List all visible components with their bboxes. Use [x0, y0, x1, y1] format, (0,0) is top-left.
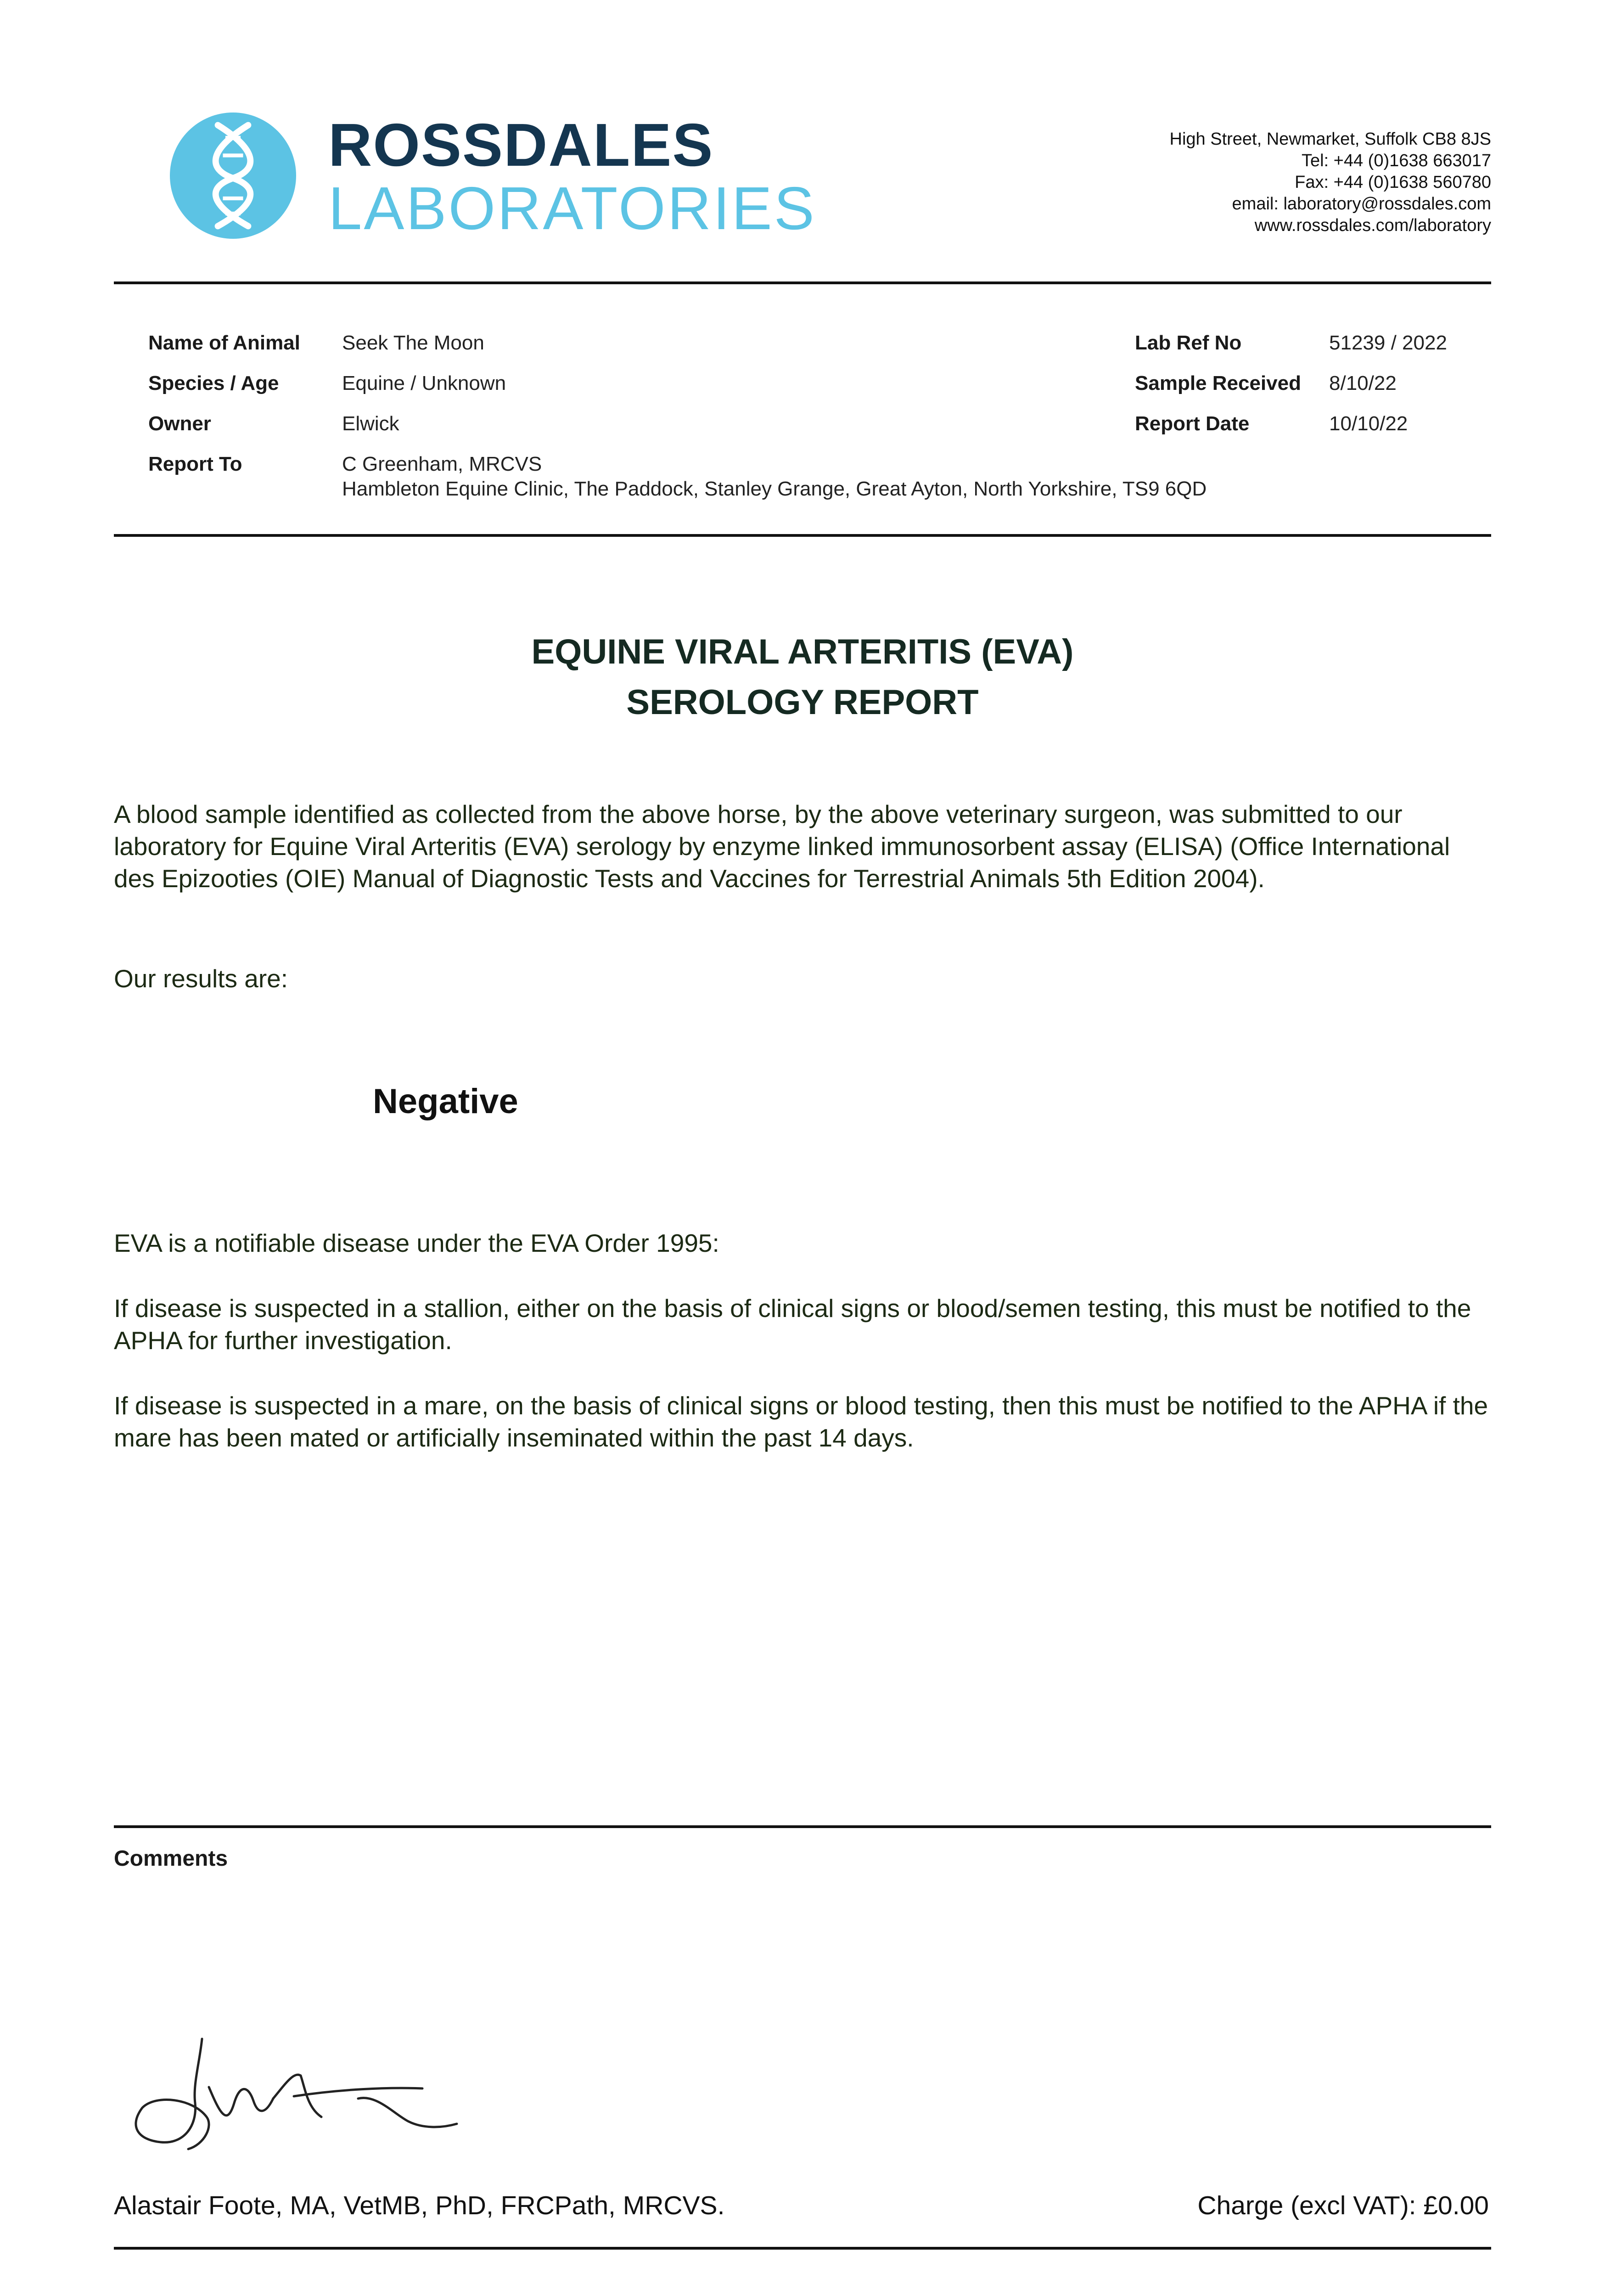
results-intro: Our results are:: [114, 964, 288, 993]
charge-amount: Charge (excl VAT): £0.00: [1197, 2191, 1489, 2220]
report-title-line1: EQUINE VIRAL ARTERITIS (EVA): [531, 632, 1074, 671]
owner-value: Elwick: [342, 412, 399, 435]
dna-logo-icon: [170, 113, 296, 239]
report-date-value: 10/10/22: [1329, 412, 1408, 435]
report-to-label: Report To: [148, 453, 242, 475]
report-date-label: Report Date: [1135, 412, 1250, 435]
mare-note: If disease is suspected in a mare, on the basis of clinical signs or blood testing, then this must be notified to the APHA if the mare has been mated or artificially inseminated within the past 14 days.: [114, 1391, 1488, 1452]
fax: Fax: +44 (0)1638 560780: [1295, 173, 1491, 192]
result-value: Negative: [373, 1082, 518, 1121]
name-value: Seek The Moon: [342, 332, 484, 354]
sample-received-label: Sample Received: [1135, 372, 1301, 394]
header-divider: [114, 281, 1491, 284]
signer-name: Alastair Foote, MA, VetMB, PhD, FRCPath, MRCVS.: [114, 2191, 725, 2220]
report-to-vet: C Greenham, MRCVS: [342, 453, 542, 475]
notifiable-statement: EVA is a notifiable disease under the EVA Order 1995:: [114, 1229, 719, 1257]
report-to-clinic: Hambleton Equine Clinic, The Paddock, Stanley Grange, Great Ayton, North Yorkshire, TS9 6QD: [342, 478, 1207, 500]
species-label: Species / Age: [148, 372, 279, 394]
email[interactable]: email: laboratory@rossdales.com: [1232, 194, 1491, 214]
website[interactable]: www.rossdales.com/laboratory: [1254, 216, 1491, 235]
telephone: Tel: +44 (0)1638 663017: [1301, 151, 1491, 170]
signature-image: [119, 2034, 477, 2158]
stallion-note: If disease is suspected in a stallion, either on the basis of clinical signs or blood/semen testing, this must be notified to the APHA for further investigation.: [114, 1294, 1471, 1355]
address: High Street, Newmarket, Suffolk CB8 8JS: [1169, 129, 1491, 149]
intro-paragraph: A blood sample identified as collected from the above horse, by the above veterinary surgeon, was submitted to our laboratory for Equine Viral Arteritis (EVA) serology by enzyme linked immunosorbent assay (ELISA) (Office International des Epizooties (OIE) Manual of Diagnostic Tests and Vaccines for Terrestrial Animals 5th Edition 2004).: [114, 800, 1450, 893]
info-divider: [114, 534, 1491, 537]
brand-name-line1: ROSSDALES: [328, 111, 714, 179]
owner-label: Owner: [148, 412, 211, 435]
comments-label: Comments: [114, 1846, 228, 1871]
name-label: Name of Animal: [148, 332, 300, 354]
contact-block: [1170, 129, 1491, 236]
lab-ref-label: Lab Ref No: [1135, 332, 1242, 354]
report-title: [114, 627, 1491, 728]
report-title-line2: SEROLOGY REPORT: [626, 683, 979, 722]
footer-divider: [114, 2247, 1491, 2250]
brand-name-line2: LABORATORIES: [328, 174, 816, 242]
species-value: Equine / Unknown: [342, 372, 506, 394]
lab-ref-value: 51239 / 2022: [1329, 332, 1447, 354]
brand-logo: [328, 111, 816, 242]
sample-received-value: 8/10/22: [1329, 372, 1397, 394]
comments-divider: [114, 1825, 1491, 1828]
